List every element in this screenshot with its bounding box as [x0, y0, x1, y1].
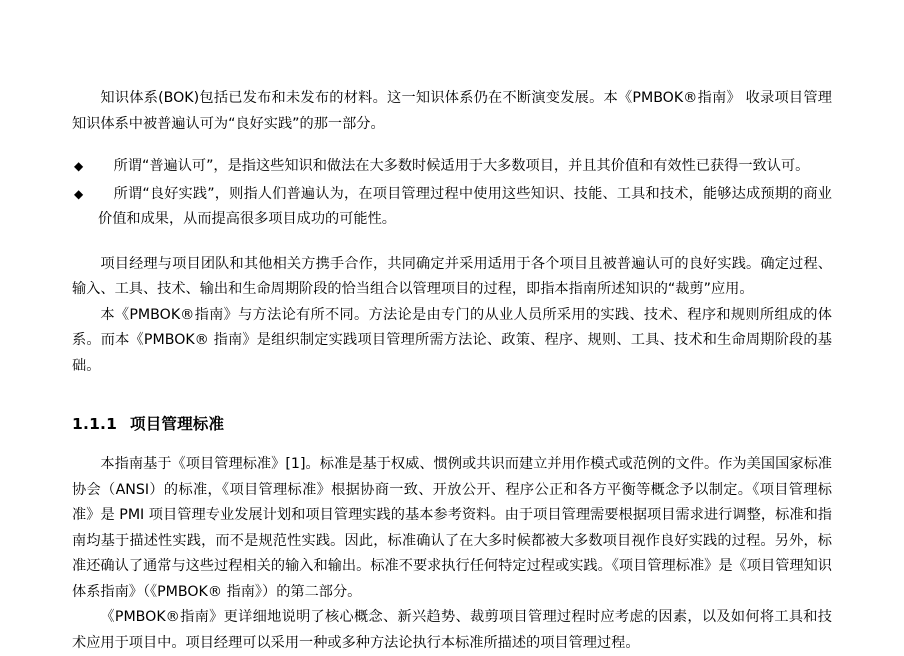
paragraph-knowledge-body: 知识体系(BOK)包括已发布和未发布的材料。这一知识体系仍在不断演变发展。本《PMBOK®指南》 收录项目管理知识体系中被普遍认可为“良好实践”的那一部分。 [72, 90, 832, 132]
diamond-bullet-icon: ◆ [74, 159, 84, 173]
paragraph-methodology: 本《PMBOK®指南》与方法论有所不同。方法论是由专门的从业人员所采用的实践、技术、程序和规则所组成的体系。而本《PMBOK® 指南》是组织制定实践项目管理所需方法论、政策、程序、规则、工具、技术和生命周期阶段的基础。 [72, 306, 832, 374]
spacer [72, 137, 832, 154]
paragraph-good-practice: 项目经理与项目团队和其他相关方携手合作，共同确定并采用适用于各个项目且被普遍认可的良好实践。确定过程、输入、工具、技术、输出和生命周期阶段的恰当组合以管理项目的过程，即指本指南所述知识的“裁剪”应用。 [72, 255, 832, 297]
section-number: 1.1.1 [72, 415, 118, 433]
diamond-bullet-icon: ◆ [74, 186, 84, 201]
paragraph-pmbok-detail: 《PMBOK®指南》更详细地说明了核心概念、新兴趋势、裁剪项目管理过程时应考虑的因素，以及如何将工具和技术应用于项目中。项目经理可以采用一种或多种方法论执行本标准所描述的项目管理过程。 [72, 609, 832, 651]
spacer [72, 379, 832, 413]
paragraph-standard: 本指南基于《项目管理标准》[1]。标准是基于权威、惯例或共识而建立并用作模式或范例的文件。作为美国国家标准协会（ANSI）的标准，《项目管理标准》根据协商一致、开放公开、程序公正和各方平衡等概念予以制定。《项目管理标准》是 PMI 项目管理专业发展计划和项目管理实践的基本参考资料。由于项目管理需要根据项目需求进行调整，标准和指南均基于描述性实践，而不是规范性实践。因此，标准确认了在大多时候都被大多数项目视作良好实践的过程。另外，标准还确认了通常与这些过程相关的输入和输出。标准不要求执行任何特定过程或实践。《项目管理标准》是《项目管理知识体系指南》（《PMBOK® 指南》）的第二部分。 [72, 456, 832, 600]
list-item [72, 154, 832, 180]
list-item-text: 所谓“普遍认可”，是指这些知识和做法在大多数时候适用于大多数项目，并且其价值和有效性已获得一致认可。 [113, 158, 810, 174]
section-title: 项目管理标准 [130, 415, 225, 433]
spacer [72, 435, 832, 452]
spacer [72, 235, 832, 252]
section-heading [72, 413, 832, 435]
bullet-list [72, 154, 832, 233]
list-item-text: 所谓“良好实践”，则指人们普遍认为，在项目管理过程中使用这些知识、技能、工具和技术，能够达成预期的商业价值和成果，从而提高很多项目成功的可能性。 [98, 185, 832, 227]
list-item [72, 182, 832, 233]
